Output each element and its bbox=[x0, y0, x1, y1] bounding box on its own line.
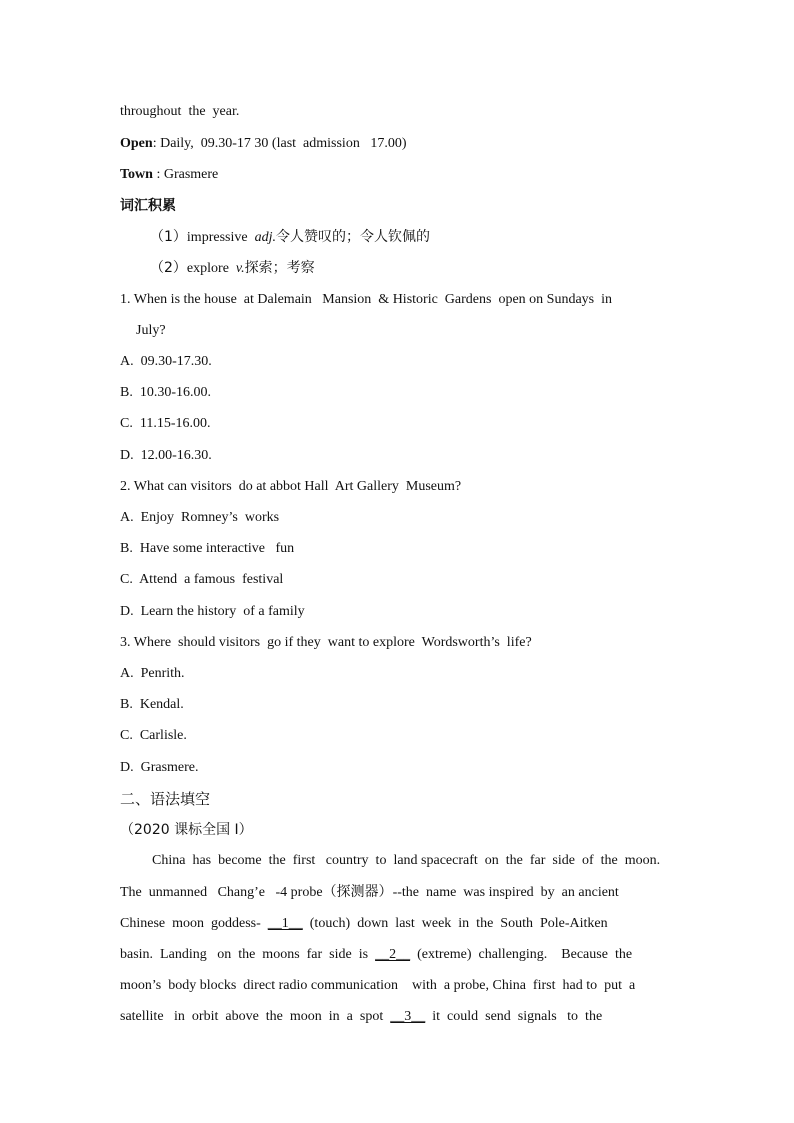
vocab-item: （1）impressive adj.令人赞叹的；令人钦佩的 bbox=[150, 229, 430, 245]
blank-1[interactable]: __1__ bbox=[267, 916, 303, 931]
open-hours bbox=[120, 135, 406, 153]
town-label: Town bbox=[120, 167, 153, 182]
blank-3[interactable]: __3__ bbox=[390, 1009, 426, 1024]
question-2-option-d: D. Learn the history of a family bbox=[120, 604, 305, 619]
question-2-stem: 2. What can visitors do at abbot Hall Art Gallery Museum? bbox=[120, 479, 462, 494]
question-3-option-c: C. Carlisle. bbox=[120, 728, 187, 743]
question-1-stem: 1. When is the house at Dalemain Mansion & Historic Gardens open on Sundays in bbox=[120, 292, 612, 307]
intro-tail: throughout the year. bbox=[120, 104, 240, 119]
question-1-stem-cont: July? bbox=[136, 323, 166, 338]
question-1-option-c: C. 11.15-16.00. bbox=[120, 416, 211, 431]
open-text: : Daily, 09.30-17 30 (last admission 17.00) bbox=[152, 136, 407, 151]
passage-line: basin. Landing on the moons far side is __2__ (extreme) challenging. Because the bbox=[120, 947, 633, 962]
open-label: Open bbox=[120, 136, 153, 151]
passage-line: moon’s body blocks direct radio communication with a probe, China first had to put a bbox=[120, 978, 636, 993]
blank-2[interactable]: __2__ bbox=[375, 947, 411, 962]
town-text: : Grasmere bbox=[152, 167, 219, 182]
vocab-item: （2）explore v.探索；考察 bbox=[150, 260, 315, 276]
question-2-option-c: C. Attend a famous festival bbox=[120, 572, 284, 587]
section-2-heading: 二、语法填空 bbox=[120, 790, 211, 808]
question-1-option-d: D. 12.00-16.30. bbox=[120, 448, 212, 463]
question-3-option-a: A. Penrith. bbox=[120, 666, 185, 681]
question-2-option-b: B. Have some interactive fun bbox=[120, 541, 295, 556]
question-3-option-d: D. Grasmere. bbox=[120, 760, 199, 775]
passage-line: China has become the first country to land spacecraft on the far side of the moon. bbox=[152, 853, 661, 868]
question-3-stem: 3. Where should visitors go if they want to explore Wordsworth’s life? bbox=[120, 635, 532, 650]
passage-line: satellite in orbit above the moon in a spot __3__ it could send signals to the bbox=[120, 1009, 603, 1024]
passage-line: The unmanned Chang’e -4 probe（探测器）--the name was inspired by an ancient bbox=[120, 884, 619, 900]
question-1-option-b: B. 10.30-16.00. bbox=[120, 385, 211, 400]
question-1-option-a: A. 09.30-17.30. bbox=[120, 354, 212, 369]
vocab-heading: 词汇积累 bbox=[120, 198, 176, 214]
question-3-option-b: B. Kendal. bbox=[120, 697, 184, 712]
town bbox=[120, 166, 218, 184]
section-2-source: （2020 课标全国 I） bbox=[120, 822, 253, 838]
passage-line: Chinese moon goddess- __1__ (touch) down last week in the South Pole-Aitken bbox=[120, 916, 608, 931]
question-2-option-a: A. Enjoy Romney’s works bbox=[120, 510, 280, 525]
